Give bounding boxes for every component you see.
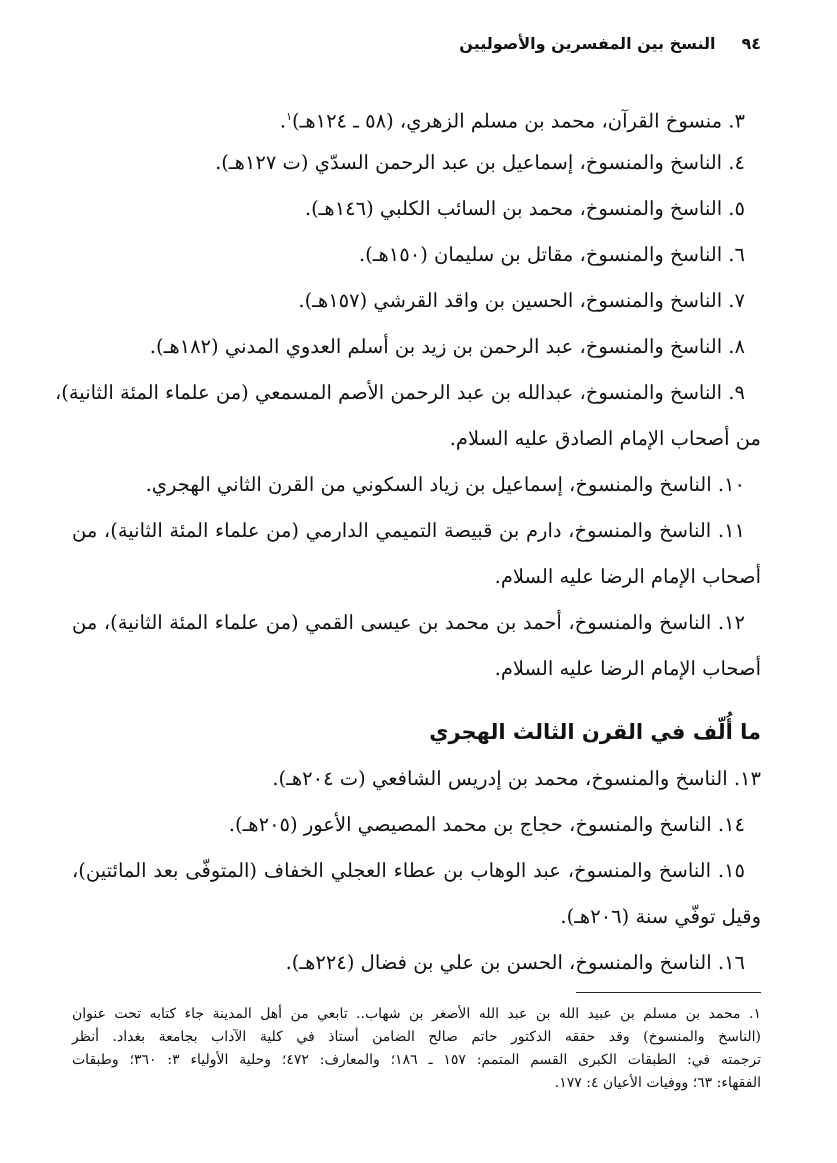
text-line: أصحاب الإمام الرضا عليه السلام. (494, 657, 761, 680)
running-title: النسخ بين المفسرين والأصوليين (459, 34, 716, 53)
text-line: ٥. الناسخ والمنسوخ، محمد بن السائب الكلبي (١٤٦هـ). (304, 197, 745, 220)
text-line: وقيل توفّي سنة (٢٠٦هـ). (560, 905, 761, 928)
footnote (72, 1003, 761, 1095)
text-line: ٣. منسوخ القرآن، محمد بن مسلم الزهري، (٥٨ ـ ١٢٤هـ)$^١$. (279, 109, 745, 133)
main-text (54, 94, 761, 986)
text-line: ١٣. الناسخ والمنسوخ، محمد بن إدريس الشافعي (ت ٢٠٤هـ). (272, 767, 761, 790)
text-line: أصحاب الإمام الرضا عليه السلام. (494, 565, 761, 588)
text-line: ١٤. الناسخ والمنسوخ، حجاج بن محمد المصيصي الأعور (٢٠٥هـ). (228, 813, 745, 836)
running-header (76, 34, 761, 53)
section-heading: ما أُلّف في القرن الثالث الهجري (429, 720, 761, 744)
text-line: ١٢. الناسخ والمنسوخ، أحمد بن محمد بن عيسى القمي (من علماء المئة الثانية)، من (72, 611, 745, 634)
text-line: من أصحاب الإمام الصادق عليه السلام. (449, 427, 761, 450)
page-number: ٩٤ (741, 34, 761, 53)
text-line: ٨. الناسخ والمنسوخ، عبد الرحمن بن زيد بن أسلم العدوي المدني (١٨٢هـ). (149, 335, 745, 358)
text-line: ٦. الناسخ والمنسوخ، مقاتل بن سليمان (١٥٠هـ). (358, 243, 745, 266)
text-line: ٩. الناسخ والمنسوخ، عبدالله بن عبد الرحمن الأصم المسمعي (من علماء المئة الثانية)، (54, 381, 745, 404)
footnote-marker[interactable]: ١ (286, 110, 292, 123)
text-line: ١٠. الناسخ والمنسوخ، إسماعيل بن زياد السكوني من القرن الثاني الهجري. (145, 473, 745, 496)
footnote-line: الفقهاء: ٦٣؛ ووفيات الأعيان ٤: ١٧٧. (554, 1075, 761, 1091)
footnote-line: ترجمته في: الطبقات الكبرى القسم المتمم: ١٥٧ ـ ١٨٦؛ والمعارف: ٤٧٢؛ وحلية الأولياء ٣: ٣٦٠؛ وطبقات (72, 1052, 761, 1068)
text-line: ٧. الناسخ والمنسوخ، الحسين بن واقد القرشي (١٥٧هـ). (298, 289, 745, 312)
footnote-line: ١. محمد بن مسلم بن عبيد الله بن عبد الله الأصغر بن شهاب.. تابعي من أهل المدينة جاء كتابه تحت عنوان (72, 1006, 761, 1022)
text-line: ٤. الناسخ والمنسوخ، إسماعيل بن عبد الرحمن السدّي (ت ١٢٧هـ). (215, 151, 745, 174)
text-line: ١١. الناسخ والمنسوخ، دارم بن قبيصة التميمي الدارمي (من علماء المئة الثانية)، من (72, 519, 745, 542)
footnote-divider (576, 992, 761, 993)
text-line: ١٥. الناسخ والمنسوخ، عبد الوهاب بن عطاء العجلي الخفاف (المتوفّى بعد المائتين)، (72, 859, 745, 882)
footnote-line: (الناسخ والمنسوخ) وقد حققه الدكتور حاتم صالح الضامن أستاذ في كلية الآداب بجامعة بغداد. أنظر (72, 1029, 761, 1045)
text-line: ١٦. الناسخ والمنسوخ، الحسن بن علي بن فضال (٢٢٤هـ). (285, 951, 745, 974)
